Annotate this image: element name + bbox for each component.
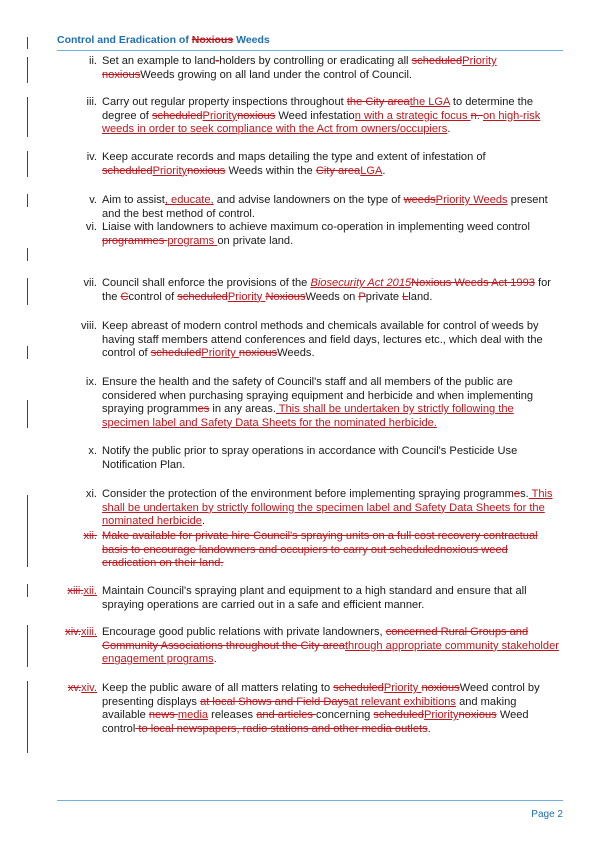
item-text bbox=[102, 626, 562, 667]
change-bar bbox=[27, 625, 28, 667]
text-segment: in any areas. bbox=[209, 403, 276, 416]
text-segment: Weed control by presenting displays bbox=[102, 682, 540, 708]
change-bar bbox=[27, 584, 28, 597]
inserted-item-number: xiv. bbox=[81, 682, 97, 694]
deleted-text: news bbox=[148, 709, 178, 722]
inserted-text: This shall be undertaken by strictly following the specimen label and Safety Data Sheets for the nominated herbicide. bbox=[102, 403, 514, 429]
item-number: vii. bbox=[83, 277, 97, 289]
item-text bbox=[102, 277, 562, 304]
deleted-text: P bbox=[358, 290, 366, 303]
item-number: x. bbox=[88, 445, 97, 457]
deleted-text: C bbox=[120, 290, 129, 303]
inserted-text: through appropriate community stakeholder engagement programs bbox=[102, 639, 559, 666]
text-segment: . bbox=[213, 653, 217, 666]
item-text bbox=[102, 682, 562, 736]
inserted-text: programs bbox=[167, 234, 218, 247]
inserted-text: the LGA bbox=[409, 96, 450, 108]
text-segment: Weeds within the bbox=[225, 164, 316, 177]
page-number: Page 2 bbox=[531, 809, 563, 820]
text-segment: Weeds growing on all land under the control of Council. bbox=[140, 68, 413, 81]
deleted-text: scheduled bbox=[177, 290, 228, 303]
text-segment: . bbox=[201, 515, 206, 528]
change-bar bbox=[27, 151, 28, 177]
deleted-text: scheduled bbox=[102, 164, 153, 177]
text-segment: private bbox=[365, 290, 403, 303]
deleted-text: noxious bbox=[237, 109, 276, 122]
deleted-text: noxious bbox=[102, 68, 141, 81]
text-segment: Set an example to land bbox=[102, 55, 216, 67]
item-number bbox=[49, 682, 97, 696]
deleted-text: Noxious Weeds Act 1993 bbox=[411, 277, 535, 289]
deleted-text: scheduled bbox=[151, 109, 203, 122]
text-segment: releases bbox=[208, 709, 257, 722]
inserted-text: media bbox=[177, 709, 209, 722]
change-bar bbox=[27, 681, 28, 753]
deleted-text: scheduled bbox=[150, 347, 202, 360]
inserted-text: Priority Weeds bbox=[435, 194, 508, 206]
page-footer-rule bbox=[57, 800, 563, 801]
inserted-text: at relevant exhibitions bbox=[348, 695, 456, 708]
deleted-text: L bbox=[402, 290, 409, 303]
inserted-text: Priority bbox=[383, 682, 422, 694]
text-segment: Keep abreast of modern control methods and chemicals available for control of weeds by having staff members attend conferences and field days, lectures etc., which deal with the control of bbox=[102, 320, 543, 360]
item-number: xii. bbox=[83, 530, 97, 542]
item-number bbox=[49, 585, 97, 599]
item-number: xi. bbox=[85, 488, 97, 500]
item-number: iv. bbox=[86, 151, 97, 163]
deleted-text: noxious bbox=[421, 682, 460, 694]
deleted-text: scheduled bbox=[411, 55, 463, 67]
item-text bbox=[102, 320, 562, 361]
deleted-text: Noxious bbox=[265, 290, 306, 303]
text-segment: Weed control bbox=[102, 709, 529, 735]
deleted-item-number: xv. bbox=[67, 682, 82, 694]
inserted-text: n with a strategic focus bbox=[354, 109, 471, 122]
deleted-text: scheduled bbox=[373, 709, 424, 722]
change-bar bbox=[27, 495, 28, 567]
text-segment: present and the best method of control. bbox=[102, 194, 548, 220]
inserted-text: Biosecurity Act 2015 bbox=[310, 277, 412, 289]
item-number: iii. bbox=[86, 96, 97, 108]
deleted-text: and articles bbox=[256, 709, 317, 722]
item-text bbox=[102, 488, 562, 529]
change-bar bbox=[27, 194, 28, 207]
deleted-item-number: xiv. bbox=[65, 626, 81, 638]
item-text bbox=[102, 194, 562, 221]
deleted-text: weeds bbox=[403, 194, 436, 206]
inserted-text: on high-risk weeds in order to seek compliance with the Act from owners/occupiers bbox=[102, 109, 541, 136]
item-number: ix. bbox=[85, 376, 97, 388]
item-text bbox=[102, 151, 562, 178]
deleted-text: es bbox=[197, 403, 210, 416]
deleted-text: to local newspapers, radio stations and other media outlets bbox=[135, 722, 428, 735]
change-bar bbox=[27, 346, 28, 359]
text-segment: land. bbox=[408, 290, 433, 303]
change-bar bbox=[27, 248, 28, 261]
deleted-text: scheduled bbox=[333, 682, 384, 694]
inserted-text: Priority bbox=[227, 290, 266, 303]
text-segment: and making available bbox=[102, 695, 517, 722]
inserted-text: Priority bbox=[201, 347, 239, 360]
text-segment: concerning bbox=[316, 709, 374, 722]
item-number bbox=[49, 626, 97, 640]
change-bar bbox=[27, 278, 28, 305]
deleted-text: n. bbox=[470, 109, 483, 122]
inserted-text: Priority bbox=[202, 109, 238, 122]
text-segment: to determine the degree of bbox=[102, 96, 534, 122]
item-number: ii. bbox=[88, 55, 97, 67]
deleted-item-number: xiii. bbox=[67, 585, 84, 597]
text-segment: control of bbox=[128, 290, 178, 303]
inserted-text: , educate, bbox=[164, 194, 214, 206]
deleted-text: at local Shows and Field Days bbox=[200, 695, 349, 708]
deleted-text: Make available for private hire Council's spraying units on a full cost recovery contractual basis to encourage landowners and occupiers to carry out schedulednoxious weed eradication on their land. bbox=[102, 530, 538, 570]
item-text bbox=[102, 445, 562, 472]
item-text bbox=[102, 221, 562, 248]
change-bar bbox=[27, 37, 28, 49]
text-segment: Weed infestatio bbox=[275, 109, 355, 122]
deleted-text: noxious bbox=[458, 709, 497, 722]
text-segment: and advise landowners on the type of bbox=[213, 194, 404, 206]
text-segment: Consider the protection of the environment before implementing spraying programm bbox=[102, 488, 514, 500]
text-segment: Carry out regular property inspections throughout bbox=[102, 96, 347, 108]
item-number: v. bbox=[89, 194, 97, 206]
text-segment: Encourage good public relations with private landowners, bbox=[102, 626, 386, 638]
item-number: viii. bbox=[80, 320, 97, 332]
deleted-text: noxious bbox=[238, 347, 278, 360]
header-title-deleted: Noxious bbox=[191, 34, 234, 46]
text-segment: Liaise with landowners to achieve maximum co-operation in implementing weed control bbox=[102, 221, 530, 233]
item-text bbox=[102, 585, 562, 612]
text-segment: for the bbox=[102, 277, 551, 303]
deleted-text: e bbox=[513, 488, 521, 500]
text-segment: Weeds on bbox=[305, 290, 359, 303]
text-segment: Council shall enforce the provisions of the bbox=[102, 277, 311, 289]
item-text bbox=[102, 55, 562, 82]
item-text bbox=[102, 530, 562, 571]
deleted-text: - bbox=[215, 55, 220, 67]
text-segment: on private land. bbox=[217, 234, 294, 247]
text-segment: holders by controlling or eradicating all bbox=[219, 55, 412, 67]
change-bar bbox=[27, 57, 28, 83]
text-segment: Weeds. bbox=[277, 347, 315, 360]
change-bar bbox=[27, 400, 28, 428]
text-segment: Aim to assist bbox=[102, 194, 165, 206]
inserted-text: Priority bbox=[423, 709, 459, 722]
item-number: vi. bbox=[85, 221, 97, 233]
deleted-text: City area bbox=[315, 164, 361, 177]
text-segment: Keep accurate records and maps detailing the type and extent of infestation of bbox=[102, 151, 486, 163]
page-header bbox=[57, 34, 563, 51]
deleted-text: noxious bbox=[187, 164, 226, 177]
deleted-text: programmes bbox=[102, 234, 168, 247]
text-segment: . bbox=[447, 123, 451, 136]
header-title-end: Weeds bbox=[233, 34, 270, 46]
text-segment: Notify the public prior to spray operations in accordance with Council's Pesticide Use Notification Plan. bbox=[102, 445, 518, 471]
header-title: Control and Eradication of bbox=[57, 34, 192, 46]
text-segment: . bbox=[427, 722, 431, 735]
change-bar bbox=[27, 97, 28, 137]
inserted-text: This shall be undertaken by strictly following the specimen label and Safety Data Sheets for the nominated herbicide bbox=[102, 488, 553, 528]
inserted-item-number: xiii. bbox=[80, 626, 97, 638]
inserted-text: Priority bbox=[152, 164, 188, 177]
text-segment: . bbox=[382, 164, 386, 177]
text-segment: s. bbox=[520, 488, 529, 500]
deleted-text: concerned Rural Groups and Community Associations throughout the City area bbox=[102, 626, 529, 652]
deleted-text: the City area bbox=[346, 96, 410, 108]
inserted-text: Priority bbox=[462, 55, 497, 67]
item-text bbox=[102, 376, 562, 430]
text-segment: Maintain Council's spraying plant and equipment to a high standard and ensure that all spraying operations are carried out in a safe and efficient manner. bbox=[102, 585, 527, 611]
text-segment: Keep the public aware of all matters relating to bbox=[102, 682, 334, 694]
text-segment: Ensure the health and the safety of Council's staff and all members of the public are considered when purchasing spraying equipment and herbicide and when implementing spraying programm bbox=[102, 376, 534, 416]
inserted-text: LGA bbox=[360, 164, 383, 177]
item-text bbox=[102, 96, 562, 137]
inserted-item-number: xii. bbox=[83, 585, 97, 597]
